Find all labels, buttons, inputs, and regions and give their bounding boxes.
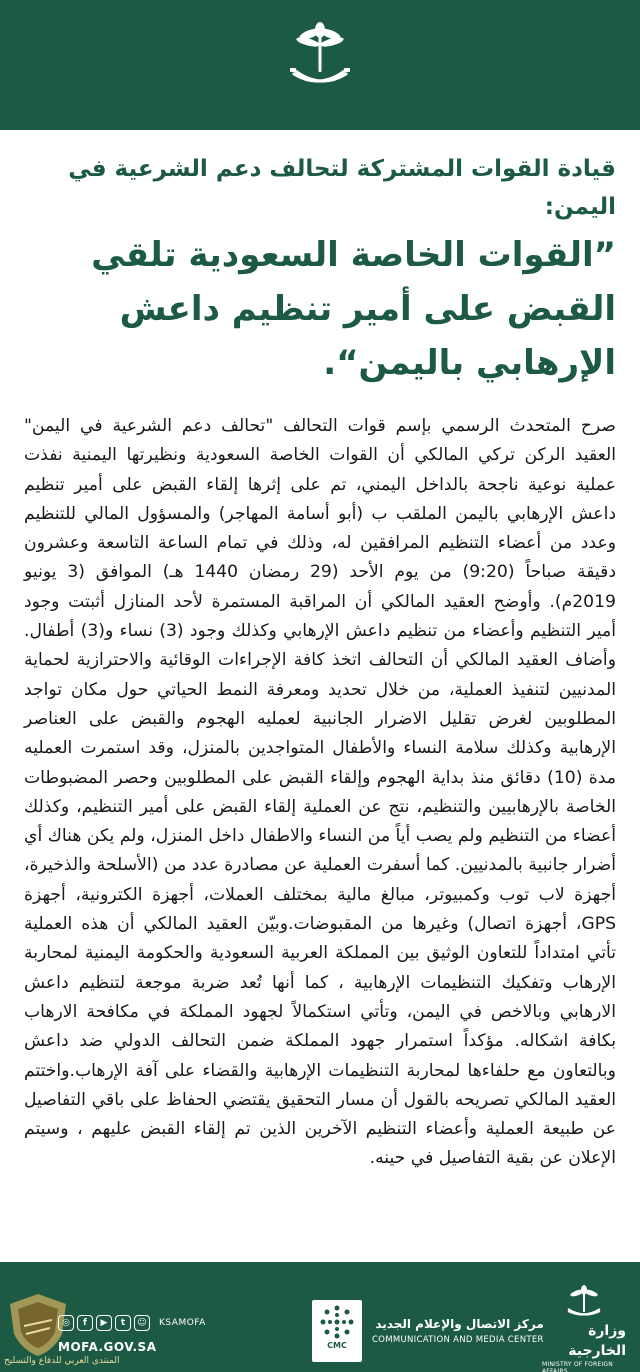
facebook-icon[interactable]: f	[77, 1315, 93, 1331]
ministry-branding	[542, 1285, 626, 1372]
cmc-logo-label: CMC	[327, 1341, 347, 1350]
social-icons-row	[58, 1312, 206, 1334]
article-body: صرح المتحدث الرسمي بإسم قوات التحالف "تحالف دعم الشرعية في اليمن" العقيد الركن تركي المالكي أن القوات الخاصة السعودية ونظيرتها اليمنية نفذت عملية نوعية ناجحة بالداخل اليمني، تم على إثرها إلقاء القبض على أمير تنظيم داعش الإرهابي باليمن الملقب ب (أبو أسامة المهاجر) والمسؤول المالي للتنظيم وعدد من أعضاء التنظيم المرافقين له، وذلك في تمام الساعة التاسعة وعشرون دقيقة صباحاً (9:20) من يوم الأحد (29 رمضان 1440 هـ) الموافق (3 يونيو 2019م). وأوضح العقيد المالكي أن المراقبة المستمرة لأحد المنازل أثبتت وجود أمير التنظيم وأعضاء من تنظيم داعش الإرهابي وكذلك وجود (3) نساء و(3) أطفال. وأضاف العقيد المالكي أن التحالف اتخذ كافة الإجراءات الوقائية والاحترازية لحماية المدنيين لتنفيذ العملية، من خلال تحديد ومعرفة النمط الحياتي حول مكان تواجد المطلوبين لغرض تقليل الاضرار الجانبية لعمليه الهجوم والقبض على العناصر الإرهابية وكذلك سلامة النساء والأطفال المتواجدين بالمنزل، وقد استمرت العمليه مدة (10) دقائق منذ بداية الهجوم وإلقاء القبض على المطلوبين وحصر المضبوطات الخاصة بالإرهابيين والتنظيم، نتج عن العملية إلقاء القبض على أمير التنظيم، وكذلك أعضاء من التنظيم ولم يصب أياً من النساء والاطفال داخل المنزل، ولم يكن هناك أي أضرار جانبية بالمدنيين. كما أسفرت العملية عن مصادرة عدد من (الأسلحة والذخيرة، أجهزة لاب توب وكمبيوتر، مبالغ مالية بمختلف العملات، أجهزة الكترونية، أجهزة GPS، أجهزة اتصال) وغيرها من المقبوضات.وبيّن العقيد المالكي أن هذه العملية تأتي امتداداً للتعاون الوثيق بين المملكة العربية السعودية والحكومة اليمنية لمحاربة الإرهاب وتفكيك التنظيمات الإرهابية ، كما أنها تُعد ضربة موجعة لتنظيم داعش الارهابي وبالاخص في اليمن، وتأتي استكمالاً لجهود المملكة في مكافحة الارهاب بكافة اشكاله. مؤكداً استمرار جهود المملكة ضمن التحالف الدولي ضد داعش وبالتعاون مع حلفاءها لمحاربة التنظيمات الإرهابية والقضاء على آفة الإرهاب.واختتم العقيد المالكي تصريحه بالقول أن مسار التحقيق يقتضي الحفاظ على باقي التفاصيل عن طبيعة العملية وأعضاء التنظيم الآخرين الذين تم إلقاء القبض عليهم ، وسيتم الإعلان عن بقية التفاصيل في حينه.	[24, 416, 617, 1169]
ministry-name-en: MINISTRY OF FOREIGN AFFAIRS	[542, 1361, 613, 1372]
article	[24, 150, 616, 1174]
cmc-dots-icon	[319, 1304, 355, 1340]
twitter-icon[interactable]: t	[115, 1315, 131, 1331]
palm-and-swords-emblem-icon	[288, 20, 352, 96]
cmc-name-en: COMMUNICATION AND MEDIA CENTER	[372, 1335, 544, 1345]
cmc-branding	[312, 1300, 544, 1362]
ministry-name-ar: وزارة الخارجية	[568, 1323, 626, 1359]
website-link[interactable]: MOFA.GOV.SA	[58, 1340, 157, 1354]
instagram-icon[interactable]: ◎	[58, 1315, 74, 1331]
watermark-text: المنتدى العربي للدفاع والتسليح	[4, 1356, 120, 1366]
cmc-name-ar: مركز الاتصال والإعلام الجديد	[375, 1317, 544, 1331]
footer-social	[58, 1312, 206, 1354]
article-subhead: قيادة القوات المشتركة لتحالف دعم الشرعية في اليمن:	[68, 156, 616, 220]
ministry-emblem-icon	[564, 1285, 604, 1319]
youtube-icon[interactable]: ▶	[96, 1315, 112, 1331]
cmc-name	[372, 1315, 544, 1347]
social-handle[interactable]: KSAMOFA	[159, 1318, 206, 1328]
cmc-logo	[312, 1300, 362, 1362]
article-headline: ”القوات الخاصة السعودية تلقي القبض على أمير تنظيم داعش الإرهابي باليمن“.	[91, 235, 616, 383]
snapchat-icon[interactable]: ☺	[134, 1315, 150, 1331]
